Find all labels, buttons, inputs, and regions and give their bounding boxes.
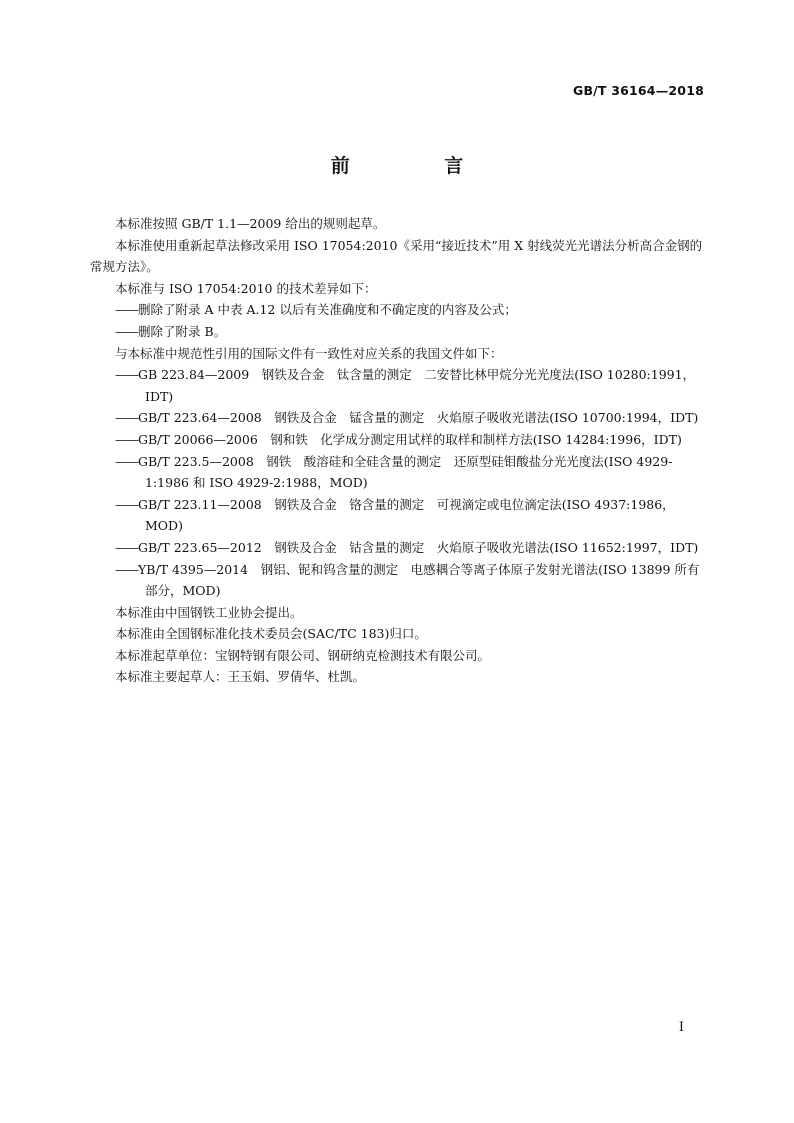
list-item — [90, 494, 704, 537]
paragraph-adoption: 本标准使用重新起草法修改采用 ISO 17054:2010《采用“接近技术”用 X 射线荧光光谱法分析高合金钢的常规方法》。 — [90, 237, 703, 275]
paragraph-proposer: 本标准由中国钢铁工业协会提出。 — [115, 604, 303, 620]
reference-text: YB/T 4395—2014 钢铝、铌和钨含量的测定 电感耦合等离子体原子发射光谱法(ISO 13899 所有部分，MOD) — [138, 561, 700, 599]
paragraph-normative-references: 与本标准中规范性引用的国际文件有一致性对应关系的我国文件如下： — [115, 345, 503, 361]
dash-marker: —— — [115, 496, 138, 512]
foreword-body — [90, 213, 704, 688]
list-item — [90, 321, 704, 343]
dash-marker: —— — [115, 539, 138, 555]
list-item — [90, 364, 704, 407]
list-item — [90, 429, 704, 451]
difference-text: 删除了附录 B。 — [138, 323, 227, 339]
paragraph-drafters: 本标准主要起草人：王玉娟、罗倩华、杜凯。 — [115, 669, 366, 685]
page-number: I — [678, 1020, 684, 1035]
reference-text: GB/T 223.11—2008 钢铁及合金 铬含量的测定 可视滴定或电位滴定法(ISO 4937:1986，MOD) — [138, 496, 675, 534]
list-item — [90, 537, 704, 559]
dash-marker: —— — [115, 323, 138, 339]
reference-text: GB/T 223.64—2008 钢铁及合金 锰含量的测定 火焰原子吸收光谱法(ISO 10700:1994，IDT) — [138, 410, 699, 426]
page-title: 前 言 — [330, 155, 508, 177]
list-item — [90, 407, 704, 429]
list-item — [90, 451, 704, 494]
list-item — [90, 299, 704, 321]
difference-text: 删除了附录 A 中表 A.12 以后有关准确度和不确定度的内容及公式； — [138, 302, 517, 318]
paragraph-technical-committee: 本标准由全国钢标准化技术委员会(SAC/TC 183)归口。 — [115, 626, 427, 642]
reference-text: GB 223.84—2009 钢铁及合金 钛含量的测定 二安替比林甲烷分光光度法(ISO 10280:1991，IDT) — [138, 367, 696, 404]
dash-marker: —— — [115, 453, 138, 469]
paragraph-drafting-units: 本标准起草单位：宝钢特钢有限公司、钢研纳克检测技术有限公司。 — [115, 647, 491, 663]
paragraph-technical-differences: 本标准与 ISO 17054:2010 的技术差异如下： — [115, 280, 377, 296]
reference-text: GB/T 223.5—2008 钢铁 酸溶硅和全硅含量的测定 还原型硅钼酸盐分光光度法(ISO 4929-1:1986 和 ISO 4929-2:1988，MOD) — [138, 453, 673, 491]
dash-marker: —— — [115, 561, 138, 577]
dash-marker: —— — [115, 431, 138, 447]
document-number: GB/T 36164—2018 — [572, 83, 704, 98]
paragraph-drafting-rules: 本标准按照 GB/T 1.1—2009 给出的规则起草。 — [115, 216, 386, 231]
dash-marker: —— — [115, 410, 138, 426]
reference-text: GB/T 20066—2006 钢和铁 化学成分测定用试样的取样和制样方法(ISO 14284:1996，IDT) — [138, 431, 682, 447]
list-item — [90, 559, 704, 602]
dash-marker: —— — [115, 302, 138, 318]
dash-marker: —— — [115, 367, 138, 383]
reference-text: GB/T 223.65—2012 钢铁及合金 钴含量的测定 火焰原子吸收光谱法(ISO 11652:1997，IDT) — [138, 539, 699, 555]
